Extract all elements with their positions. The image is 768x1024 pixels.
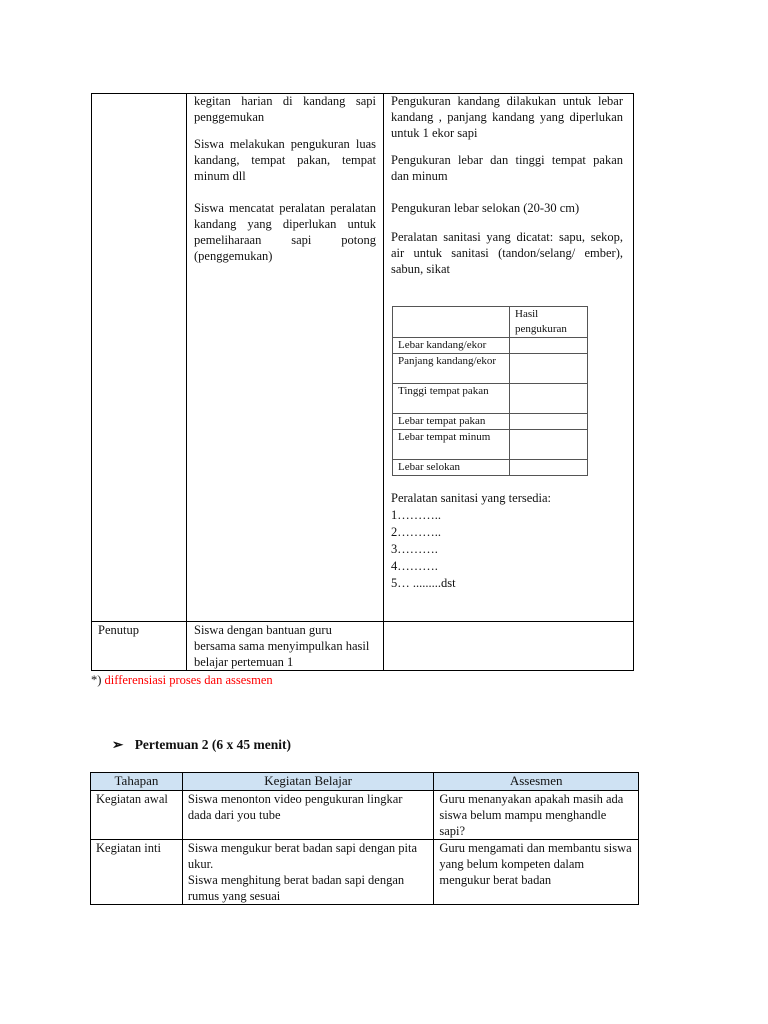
table1-col-divider-2: [383, 93, 384, 671]
sanitation-list-item: 4……….: [391, 559, 438, 573]
header-kegiatan-belajar: Kegiatan Belajar: [182, 773, 433, 791]
stage-cell: Kegiatan awal: [91, 791, 183, 840]
measurement-table-header: Hasil pengukuran: [510, 307, 588, 338]
assessment-paragraph-2: Pengukuran lebar dan tinggi tempat pakan dan minum: [391, 153, 623, 183]
assessment-paragraph-4: Peralatan sanitasi yang dicatat: sapu, sekop, air untuk sanitasi (tandon/selang/ ember), sabun, sikat: [391, 230, 623, 276]
assessment-paragraph-3: Pengukuran lebar selokan (20-30 cm): [391, 201, 580, 215]
table-row: [91, 840, 639, 905]
sanitation-list-item: 2………..: [391, 525, 441, 539]
measurement-value-cell: [510, 338, 588, 354]
header-tahapan: Tahapan: [91, 773, 183, 791]
activity-paragraph-3: Siswa mencatat peralatan peralatan kandang yang diperlukan untuk pemeliharaan sapi potong (penggemukan): [194, 201, 376, 263]
table1-border-left: [91, 93, 92, 671]
assessment-paragraph-1: Pengukuran kandang dilakukan untuk lebar kandang , panjang kandang yang diperlukan untuk 1 ekor sapi: [391, 94, 623, 140]
footnote: [91, 672, 273, 688]
measurement-value-cell: [510, 384, 588, 414]
header-assesmen: Assesmen: [434, 773, 639, 791]
sanitation-list-title: Peralatan sanitasi yang tersedia:: [391, 491, 552, 505]
meeting-2-title: Pertemuan 2 (6 x 45 menit): [134, 737, 292, 752]
activity-cell: [182, 840, 433, 905]
measurement-row-label: Lebar selokan: [393, 460, 510, 476]
table1-border-bottom: [91, 670, 634, 671]
assessment-cell: Guru mengamati dan membantu siswa yang belum kompeten dalam mengukur berat badan: [434, 840, 639, 905]
footnote-marker: *): [91, 673, 105, 687]
activity-cell: [194, 93, 376, 264]
measurement-value-cell: [510, 430, 588, 460]
measurement-value-cell: [510, 460, 588, 476]
table1-col-divider-1: [186, 93, 187, 671]
assessment-cell: Guru menanyakan apakah masih ada siswa belum mampu menghandle sapi?: [434, 791, 639, 840]
activity-line-1: Siswa mengukur berat badan sapi dengan pita ukur.: [187, 841, 417, 871]
activity-paragraph-2: Siswa melakukan pengukuran luas kandang, tempat pakan, tempat minum dll: [194, 137, 376, 183]
sanitation-list: [391, 490, 623, 592]
table1-border-right: [633, 93, 634, 671]
measurement-row-label: Panjang kandang/ekor: [393, 354, 510, 384]
table-header-row: [91, 773, 639, 791]
stage-cell: Kegiatan inti: [91, 840, 183, 905]
sanitation-list-item: 3……….: [391, 542, 438, 556]
measurement-row-label: Tinggi tempat pakan: [393, 384, 510, 414]
measurement-table: [392, 306, 588, 476]
activity-cell: Siswa menonton video pengukuran lingkar dada dari you tube: [182, 791, 433, 840]
arrow-bullet-icon: ➢: [112, 737, 124, 752]
assessment-cell: [391, 93, 623, 277]
measurement-row-label: Lebar tempat pakan: [393, 414, 510, 430]
penutup-text: Siswa dengan bantuan guru bersama sama menyimpulkan hasil belajar pertemuan 1: [194, 623, 370, 669]
activity-line-2: Siswa menghitung berat badan sapi dengan rumus yang sesuai: [187, 873, 405, 903]
measurement-row-label: Lebar tempat minum: [393, 430, 510, 460]
penutup-label: Penutup: [98, 623, 139, 637]
sanitation-list-item: 5… .........dst: [391, 576, 456, 590]
meeting-2-table: [90, 772, 639, 905]
measurement-value-cell: [510, 414, 588, 430]
meeting-2-heading: [112, 737, 291, 753]
sanitation-list-item: 1………..: [391, 508, 441, 522]
measurement-value-cell: [510, 354, 588, 384]
table-row: [91, 791, 639, 840]
footnote-text: differensiasi proses dan assesmen: [104, 673, 273, 687]
measurement-table-corner: [393, 307, 510, 338]
measurement-row-label: Lebar kandang/ekor: [393, 338, 510, 354]
activity-paragraph-1: kegitan harian di kandang sapi penggemukan: [194, 94, 376, 124]
